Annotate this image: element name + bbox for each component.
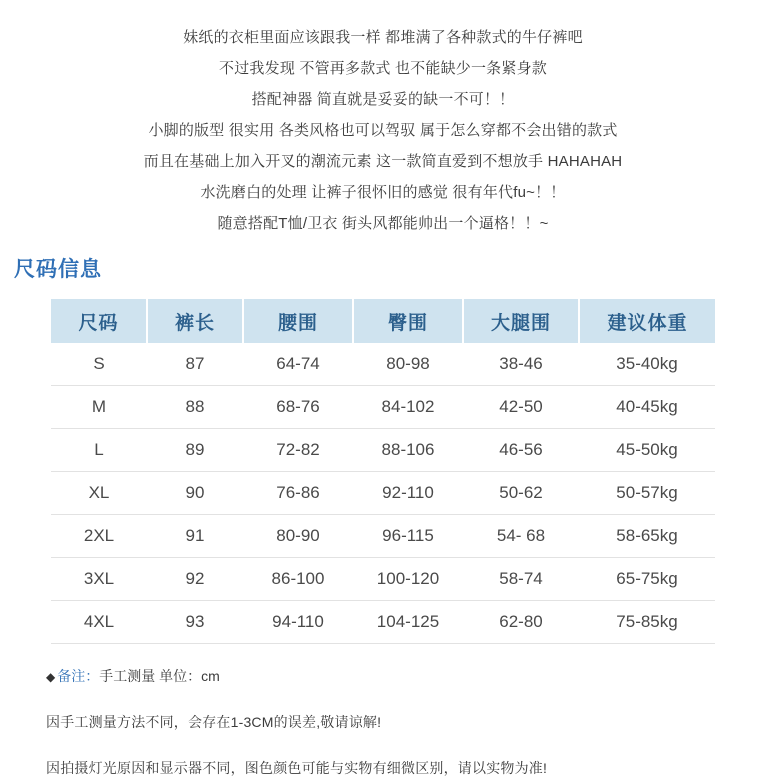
size-table-container bbox=[51, 299, 715, 644]
table-header bbox=[51, 299, 715, 343]
cell-hip: 104-125 bbox=[353, 601, 463, 644]
cell-size: S bbox=[51, 343, 147, 386]
cell-weight: 35-40kg bbox=[579, 343, 715, 386]
cell-hip: 92-110 bbox=[353, 472, 463, 515]
column-header-waist: 腰围 bbox=[243, 299, 353, 343]
intro-line: 水洗磨白的处理 让裤子很怀旧的感觉 很有年代fu~！！ bbox=[200, 184, 566, 201]
intro-line: 随意搭配T恤/卫衣 街头风都能帅出一个逼格！！~ bbox=[217, 215, 549, 232]
cell-size: M bbox=[51, 386, 147, 429]
column-header-size: 尺码 bbox=[51, 299, 147, 343]
remark-line bbox=[46, 666, 766, 686]
cell-hip: 88-106 bbox=[353, 429, 463, 472]
cell-thigh: 46-56 bbox=[463, 429, 579, 472]
table-header-row bbox=[51, 299, 715, 343]
cell-size: 2XL bbox=[51, 515, 147, 558]
cell-waist: 72-82 bbox=[243, 429, 353, 472]
cell-hip: 96-115 bbox=[353, 515, 463, 558]
intro-line: 搭配神器 简直就是妥妥的缺一不可！！ bbox=[251, 91, 515, 108]
cell-thigh: 58-74 bbox=[463, 558, 579, 601]
cell-weight: 75-85kg bbox=[579, 601, 715, 644]
cell-weight: 45-50kg bbox=[579, 429, 715, 472]
section-title-size-info: 尺码信息 bbox=[14, 258, 102, 281]
cell-weight: 65-75kg bbox=[579, 558, 715, 601]
cell-waist: 64-74 bbox=[243, 343, 353, 386]
cell-hip: 100-120 bbox=[353, 558, 463, 601]
table-row bbox=[51, 558, 715, 601]
cell-size: 3XL bbox=[51, 558, 147, 601]
cell-size: XL bbox=[51, 472, 147, 515]
cell-length: 88 bbox=[147, 386, 243, 429]
cell-thigh: 42-50 bbox=[463, 386, 579, 429]
note-measurement-tolerance: 因手工测量方法不同，会存在1-3CM的误差,敬请谅解! bbox=[46, 714, 382, 730]
cell-waist: 86-100 bbox=[243, 558, 353, 601]
intro-line: 不过我发现 不管再多款式 也不能缺少一条紧身款 bbox=[219, 60, 547, 77]
cell-length: 90 bbox=[147, 472, 243, 515]
cell-weight: 50-57kg bbox=[579, 472, 715, 515]
cell-thigh: 62-80 bbox=[463, 601, 579, 644]
column-header-weight: 建议体重 bbox=[579, 299, 715, 343]
table-row bbox=[51, 343, 715, 386]
cell-thigh: 50-62 bbox=[463, 472, 579, 515]
diamond-bullet-icon: ◆ bbox=[46, 670, 56, 684]
cell-waist: 68-76 bbox=[243, 386, 353, 429]
column-header-hip: 臀围 bbox=[353, 299, 463, 343]
column-header-thigh: 大腿围 bbox=[463, 299, 579, 343]
intro-paragraph bbox=[0, 0, 766, 239]
table-body bbox=[51, 343, 715, 644]
cell-hip: 80-98 bbox=[353, 343, 463, 386]
note-color-difference: 因拍摄灯光原因和显示器不同，图色颜色可能与实物有细微区别，请以实物为准! bbox=[46, 760, 548, 776]
cell-hip: 84-102 bbox=[353, 386, 463, 429]
cell-size: L bbox=[51, 429, 147, 472]
cell-thigh: 54- 68 bbox=[463, 515, 579, 558]
intro-line: 而且在基础上加入开叉的潮流元素 这一款简直爱到不想放手 HAHAHAH bbox=[143, 153, 623, 170]
cell-thigh: 38-46 bbox=[463, 343, 579, 386]
column-header-length: 裤长 bbox=[147, 299, 243, 343]
cell-waist: 76-86 bbox=[243, 472, 353, 515]
intro-line: 妹纸的衣柜里面应该跟我一样 都堆满了各种款式的牛仔裤吧 bbox=[183, 29, 583, 46]
table-row bbox=[51, 386, 715, 429]
size-table bbox=[51, 299, 715, 644]
cell-length: 87 bbox=[147, 343, 243, 386]
cell-length: 91 bbox=[147, 515, 243, 558]
notes-section bbox=[0, 666, 766, 778]
cell-size: 4XL bbox=[51, 601, 147, 644]
intro-line: 小脚的版型 很实用 各类风格也可以驾驭 属于怎么穿都不会出错的款式 bbox=[148, 122, 618, 139]
remark-label: 备注： bbox=[57, 668, 100, 684]
cell-waist: 94-110 bbox=[243, 601, 353, 644]
cell-length: 93 bbox=[147, 601, 243, 644]
cell-weight: 58-65kg bbox=[579, 515, 715, 558]
cell-length: 89 bbox=[147, 429, 243, 472]
table-row bbox=[51, 601, 715, 644]
cell-weight: 40-45kg bbox=[579, 386, 715, 429]
table-row bbox=[51, 515, 715, 558]
cell-length: 92 bbox=[147, 558, 243, 601]
table-row bbox=[51, 472, 715, 515]
remark-text: 手工测量 单位：cm bbox=[99, 668, 220, 684]
cell-waist: 80-90 bbox=[243, 515, 353, 558]
table-row bbox=[51, 429, 715, 472]
